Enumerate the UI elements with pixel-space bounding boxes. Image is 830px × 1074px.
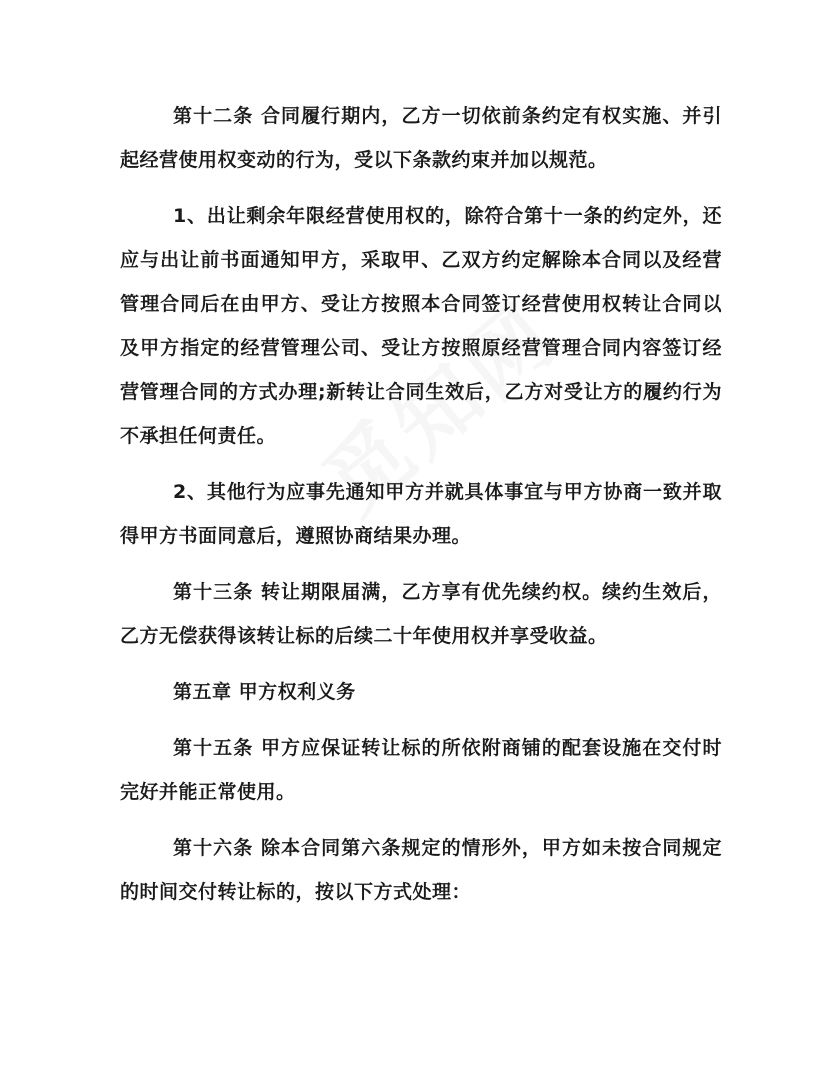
- article-13-paragraph: 第十三条 转让期限届满，乙方享有优先续约权。续约生效后，乙方无偿获得该转让标的后续二十年使用权并享受收益。: [120, 581, 722, 647]
- article-12-paragraph: 第十二条 合同履行期内，乙方一切依前条约定有权实施、并引起经营使用权变动的行为，受以下条款约束并加以规范。: [120, 105, 722, 171]
- chapter-5-heading: 第五章 甲方权利义务: [173, 681, 356, 703]
- document-body: [120, 94, 722, 914]
- clause-2-paragraph: 2、其他行为应事先通知甲方并就具体事宜与甲方协商一致并取得甲方书面同意后，遵照协商结果办理。: [120, 481, 722, 547]
- article-16-paragraph: 第十六条 除本合同第六条规定的情形外，甲方如未按合同规定的时间交付转让标的，按以下方式处理：: [120, 837, 722, 903]
- clause-1-paragraph: 1、出让剩余年限经营使用权的，除符合第十一条的约定外，还应与出让前书面通知甲方，采取甲、乙双方约定解除本合同以及经营管理合同后在由甲方、受让方按照本合同签订经营使用权转让合同以及甲方指定的经营管理公司、受让方按照原经营管理合同内容签订经营管理合同的方式办理;新转让合同生效后，乙方对受让方的履约行为不承担任何责任。: [120, 205, 722, 447]
- article-15-paragraph: 第十五条 甲方应保证转让标的所依附商铺的配套设施在交付时完好并能正常使用。: [120, 737, 722, 803]
